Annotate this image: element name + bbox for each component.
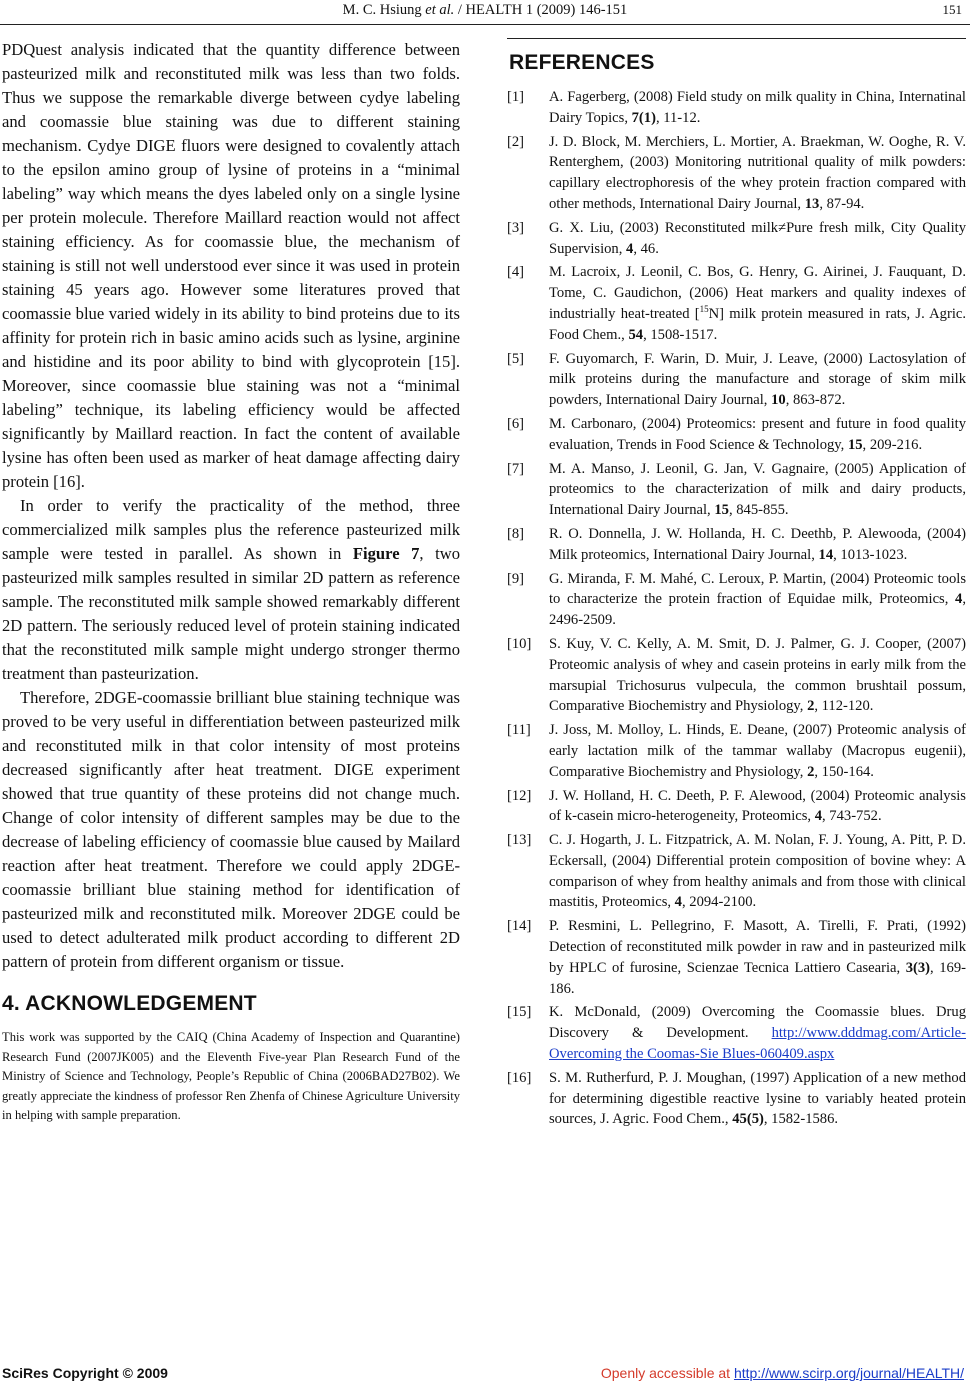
reference-number: [9] bbox=[507, 570, 525, 587]
reference-number: [10] bbox=[507, 635, 532, 652]
reference-text: A. Fagerberg, (2008) Field study on milk quality in China, Internatinal Dairy Topics, bbox=[549, 89, 966, 126]
running-head-etal: et al. bbox=[425, 2, 455, 18]
reference-volume: 2 bbox=[807, 698, 815, 715]
running-head bbox=[0, 2, 970, 19]
acknowledgement-heading: 4. ACKNOWLEDGEMENT bbox=[2, 992, 257, 1015]
reference-number: [5] bbox=[507, 350, 525, 367]
references-heading: REFERENCES bbox=[509, 51, 655, 74]
reference-superscript: 15 bbox=[699, 304, 709, 315]
reference-number: [4] bbox=[507, 264, 525, 281]
reference-pages: , 863-872. bbox=[785, 392, 846, 409]
reference-item bbox=[507, 569, 966, 631]
reference-item bbox=[507, 916, 966, 999]
reference-number: [14] bbox=[507, 918, 532, 935]
reference-item bbox=[507, 87, 966, 129]
reference-number: [7] bbox=[507, 460, 525, 477]
journal-url-link[interactable]: http://www.scirp.org/journal/HEALTH/ bbox=[733, 1365, 964, 1381]
reference-list bbox=[507, 87, 966, 1130]
running-head-authors: M. C. Hsiung bbox=[342, 2, 422, 18]
page-footer bbox=[0, 1365, 970, 1385]
figure-reference: Figure 7 bbox=[352, 544, 420, 563]
reference-text-mid: N] milk protein measured in rats, J. Agric. Food Chem., bbox=[549, 305, 967, 343]
header-rule bbox=[0, 24, 970, 25]
reference-item bbox=[507, 830, 966, 913]
reference-volume: 45(5) bbox=[732, 1111, 764, 1128]
reference-number: [3] bbox=[507, 219, 525, 236]
reference-text: G. Miranda, F. M. Mahé, C. Leroux, P. Martin, (2004) Proteomic tools to characterize the protein fraction of Equidae milk, Proteomics, bbox=[549, 570, 966, 608]
reference-item bbox=[507, 132, 966, 215]
reference-number: [12] bbox=[507, 787, 532, 804]
reference-number: [15] bbox=[507, 1004, 532, 1021]
reference-volume: 4 bbox=[955, 591, 963, 608]
reference-volume: 3(3) bbox=[905, 959, 931, 976]
reference-item bbox=[507, 634, 966, 717]
reference-pages: , 87-94. bbox=[819, 195, 865, 212]
reference-volume: 54 bbox=[628, 326, 644, 343]
reference-volume: 4 bbox=[626, 240, 634, 257]
reference-pages: , 845-855. bbox=[728, 502, 789, 519]
open-access-label: Openly accessible at bbox=[600, 1365, 734, 1381]
reference-pages: , 46. bbox=[633, 240, 659, 257]
reference-pages: , 209-216. bbox=[862, 436, 923, 453]
reference-text: J. D. Block, M. Merchiers, L. Mortier, A. Braekman, W. Ooghe, R. V. Renterghem, (2003) Monitoring nutritional quality of milk powders: capillary electrophoresis of the whey protein fraction compared with other methods, International Dairy Journal, bbox=[549, 133, 966, 212]
reference-pages: , 1508-1517. bbox=[643, 326, 718, 343]
reference-number: [13] bbox=[507, 832, 532, 849]
reference-number: [6] bbox=[507, 415, 525, 432]
reference-pages: , 2496-2509. bbox=[549, 591, 966, 629]
copyright-notice: SciRes Copyright © 2009 bbox=[2, 1365, 168, 1381]
reference-text: M. A. Manso, J. Leonil, G. Jan, V. Gagnaire, (2005) Application of proteomics to the characterization of milk and dairy products, International Dairy Journal, bbox=[549, 460, 966, 519]
reference-text: F. Guyomarch, F. Warin, D. Muir, J. Leave, (2000) Lactosylation of milk proteins during the manufacture and storage of skim milk powders, International Dairy Journal, bbox=[549, 350, 966, 409]
reference-number: [8] bbox=[507, 525, 525, 542]
reference-pages: , 11-12. bbox=[655, 109, 701, 126]
reference-text: P. Resmini, L. Pellegrino, F. Masott, A. Tirelli, F. Prati, (1992) Detection of reconstituted milk powder in raw and in pasteurized milk by HPLC of furosine, Scienzae Tecnica Lattiero Casearia, bbox=[549, 918, 966, 976]
reference-item bbox=[507, 1068, 966, 1130]
right-column bbox=[507, 38, 966, 1133]
reference-item bbox=[507, 524, 966, 566]
paragraph-3: Therefore, 2DGE-coomassie brilliant blue staining technique was proved to be very useful in differentiation between pasteurized milk and reconstituted milk in that color intensity of most proteins decreased significantly after heat treatment. DIGE experiment showed that true quantity of these proteins did not change much. Change of color intensity of different samples may be due to the decrease of labeling efficiency of coomassie blue caused by Mailard reaction after heat treatment. Therefore we could apply 2DGE-coomassie brilliant blue staining method for identification of pasteurized milk and reconstituted milk. Moreover 2DGE could be used to detect adulterated milk product according to different 2D pattern of protein from different organism or tissue. bbox=[2, 688, 460, 971]
reference-item bbox=[507, 262, 966, 345]
reference-volume: 7(1) bbox=[631, 109, 656, 126]
reference-volume: 10 bbox=[771, 392, 786, 409]
references-top-rule bbox=[507, 38, 966, 39]
reference-number: [16] bbox=[507, 1069, 532, 1086]
reference-pages: , 1013-1023. bbox=[833, 546, 908, 563]
reference-item bbox=[507, 459, 966, 521]
reference-text: R. O. Donnella, J. W. Hollanda, H. C. Deethb, P. Alewooda, (2004) Milk proteomics, International Dairy Journal, bbox=[549, 525, 966, 563]
reference-text: G. X. Liu, (2003) Reconstituted milk≠Pure fresh milk, City Quality Supervision, bbox=[549, 219, 966, 257]
reference-volume: 2 bbox=[807, 763, 815, 780]
reference-item bbox=[507, 349, 966, 411]
reference-volume: 14 bbox=[818, 546, 834, 563]
paragraph-1: PDQuest analysis indicated that the quantity difference between pasteurized milk and reconstituted milk was less than two folds. Thus we suppose the remarkable diverge between cydye labeling and coomassie blue staining was due to different staining mechanism. Cydye DIGE fluors were designed to covalently attach to the epsilon amino group of lysine of proteins in a “minimal labeling” way which means the dyes labeled only on a single lysine per protein molecule. Therefore Maillard reaction would not affect staining efficiency. As for coomassie blue, the mechanism of staining is still not well understood ever since it was used in protein staining 45 years ago. However some literatures proved that coomassie blue varied widely in its ability to bind proteins due to its affinity for protein rich in basic amino acids such as lysine, arginine and histidine and its poor ability to bind with glycoprotein [15]. Moreover, since coomassie blue staining was not a “minimal labeling” technique, its labeling efficiency would be affected significantly by Maillard reaction. In fact the content of available lysine has often been used as marker of heat damage affecting dairy protein [16]. bbox=[2, 40, 460, 491]
reference-text: M. Carbonaro, (2004) Proteomics: present and future in food quality evaluation, Trends in Food Science & Technology, bbox=[549, 415, 966, 453]
acknowledgement-text: This work was supported by the CAIQ (China Academy of Inspection and Quarantine) Research Fund (2007JK005) and the Eleventh Five-year Plan Research Fund of the Ministry of Science and Technology, People’s Republic of China (2006BAD27B02). We greatly appreciate the kindness of professor Ren Zhenfa of Chinese Agriculture University in helping with sample preparation. bbox=[2, 1030, 460, 1123]
reference-number: [2] bbox=[507, 133, 525, 150]
reference-item bbox=[507, 786, 966, 828]
reference-text: J. Joss, M. Molloy, L. Hinds, E. Deane, (2007) Proteomic analysis of early lactation milk of the tammar wallaby (Macropus eugenii), Comparative Biochemistry and Physiology, bbox=[549, 722, 966, 780]
reference-text: S. M. Rutherfurd, P. J. Moughan, (1997) Application of a new method for determining digestible reactive lysine to variably heated protein sources, J. Agric. Food Chem., bbox=[549, 1069, 966, 1128]
reference-item bbox=[507, 218, 966, 260]
open-access-notice bbox=[601, 1365, 964, 1381]
reference-number: [1] bbox=[507, 89, 525, 105]
reference-pages: , 169-186. bbox=[549, 959, 966, 997]
reference-text: S. Kuy, V. C. Kelly, A. M. Smit, D. J. Palmer, G. J. Cooper, (2007) Proteomic analysis of whey and casein proteins in early milk from the marsupial Trichosurus vulpecula, the common brushtail possum, Comparative Biochemistry and Physiology, bbox=[549, 635, 966, 715]
reference-pages: , 743-752. bbox=[822, 808, 882, 825]
reference-text: J. W. Holland, H. C. Deeth, P. F. Alewood, (2004) Proteomic analysis of k-casein micro-heterogeneity, Proteomics, bbox=[549, 787, 966, 825]
reference-text: K. McDonald, (2009) Overcoming the Coomassie blues. Drug Discovery & Development. bbox=[549, 1004, 966, 1042]
running-head-journal: / HEALTH 1 (2009) 146-151 bbox=[457, 2, 628, 18]
reference-text: C. J. Hogarth, J. L. Fitzpatrick, A. M. Nolan, F. J. Young, A. Pitt, P. D. Eckersall, (2004) Differential protein composition of bovine whey: A comparison of whey from healthy animals and from those with clinical mastitis, Proteomics, bbox=[549, 832, 966, 911]
reference-pages: , 112-120. bbox=[814, 698, 874, 715]
reference-volume: 4 bbox=[814, 808, 822, 825]
reference-item bbox=[507, 1002, 966, 1064]
paragraph-2 bbox=[2, 494, 460, 686]
left-column bbox=[2, 38, 460, 1126]
paragraph-2-part-b: , two pasteurized milk samples resulted in similar 2D pattern as reference sample. The reconstituted milk sample showed remarkably different 2D pattern. The seriously reduced level of protein staining indicated that the reconstituted milk sample might undergo stronger thermo treatment than pasteurization. bbox=[2, 544, 461, 683]
reference-number: [11] bbox=[507, 722, 531, 739]
reference-item bbox=[507, 720, 966, 782]
reference-item bbox=[507, 414, 966, 456]
page-header bbox=[0, 2, 970, 22]
reference-volume: 15 bbox=[714, 502, 729, 519]
reference-volume: 13 bbox=[804, 195, 820, 212]
reference-pages: , 150-164. bbox=[814, 763, 874, 780]
reference-volume: 4 bbox=[674, 894, 682, 911]
reference-pages: , 1582-1586. bbox=[763, 1111, 839, 1128]
reference-pages: , 2094-2100. bbox=[681, 894, 757, 911]
reference-volume: 15 bbox=[847, 436, 863, 453]
paragraph-2-part-a: In order to verify the practicality of the method, three commercialized milk samples plus the reference pasteurized milk sample were tested in parallel. As shown in bbox=[2, 496, 460, 563]
reference-link[interactable]: http://www.dddmag.com/Article-Overcoming the Coomas-Sie Blues-060409.aspx bbox=[549, 1025, 966, 1063]
reference-text: M. Lacroix, J. Leonil, C. Bos, G. Henry, G. Airinei, J. Fauquant, D. Tome, C. Gaudichon, (2006) Heat markers and quality indexes of industrially heat-treated [ bbox=[549, 264, 966, 322]
page-number: 151 bbox=[942, 2, 962, 17]
